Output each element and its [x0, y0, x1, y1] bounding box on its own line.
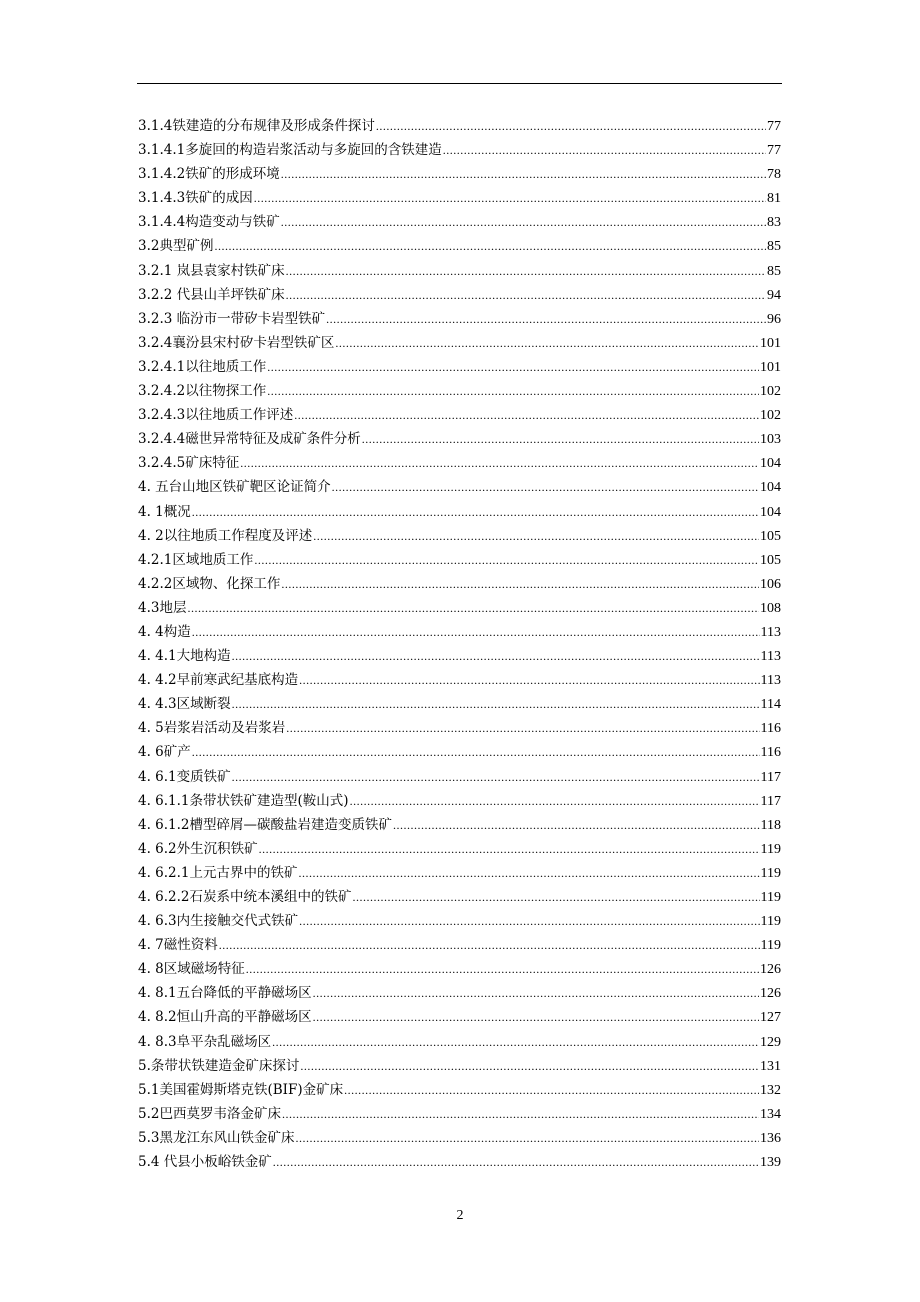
- toc-dot-leader: [254, 186, 766, 210]
- toc-dot-leader: [295, 1126, 759, 1150]
- toc-entry[interactable]: [138, 933, 781, 957]
- toc-entry-title: 4. 8.1五台降低的平静磁场区: [138, 985, 312, 1002]
- toc-dot-leader: [214, 234, 766, 258]
- toc-entry[interactable]: [138, 331, 781, 355]
- toc-dot-leader: [273, 1150, 759, 1174]
- toc-entry-page: 113: [760, 624, 781, 640]
- toc-entry-page: 85: [767, 239, 781, 255]
- toc-entry-title: 4. 8区域磁场特征: [138, 961, 245, 978]
- toc-entry[interactable]: [138, 885, 781, 909]
- toc-entry-page: 126: [760, 986, 781, 1002]
- toc-entry-page: 83: [767, 215, 781, 231]
- toc-dot-leader: [300, 1054, 759, 1078]
- toc-entry[interactable]: [138, 307, 781, 331]
- toc-dot-leader: [282, 1102, 759, 1126]
- toc-dot-leader: [362, 427, 759, 451]
- toc-entry-page: 116: [760, 745, 781, 761]
- toc-entry-page: 105: [760, 552, 781, 568]
- toc-dot-leader: [313, 524, 759, 548]
- toc-entry[interactable]: [138, 283, 781, 307]
- toc-entry[interactable]: [138, 138, 781, 162]
- toc-entry[interactable]: [138, 813, 781, 837]
- toc-entry-page: 117: [760, 793, 781, 809]
- toc-entry[interactable]: [138, 740, 781, 764]
- toc-entry-page: 81: [767, 191, 781, 207]
- toc-entry[interactable]: [138, 210, 781, 234]
- toc-entry-page: 139: [760, 1155, 781, 1171]
- toc-dot-leader: [192, 500, 759, 524]
- toc-entry[interactable]: [138, 1150, 781, 1174]
- toc-entry-title: 5.2巴西莫罗韦洛金矿床: [138, 1105, 281, 1122]
- toc-dot-leader: [326, 307, 766, 331]
- toc-entry-title: 3.1.4.1多旋回的构造岩浆活动与多旋回的含铁建造: [138, 142, 442, 159]
- toc-entry[interactable]: [138, 234, 781, 258]
- toc-entry-title: 5.3黑龙江东风山铁金矿床: [138, 1129, 295, 1146]
- toc-entry-title: 4. 6.2外生沉积铁矿: [138, 840, 258, 857]
- toc-entry-title: 3.2典型矿例: [138, 238, 214, 255]
- toc-entry-title: 4. 6.1变质铁矿: [138, 768, 231, 785]
- toc-entry-title: 4. 8.3阜平杂乱磁场区: [138, 1033, 272, 1050]
- toc-entry-title: 4. 4构造: [138, 623, 191, 640]
- toc-entry-page: 127: [760, 1010, 781, 1026]
- toc-dot-leader: [299, 909, 759, 933]
- toc-entry-page: 118: [760, 817, 781, 833]
- toc-entry[interactable]: [138, 789, 781, 813]
- toc-entry-title: 4.2.1区域地质工作: [138, 551, 254, 568]
- toc-entry-page: 104: [760, 456, 781, 472]
- toc-entry-title: 3.2.2 代县山羊坪铁矿床: [138, 286, 285, 303]
- toc-entry-page: 96: [767, 311, 781, 327]
- page-number: 2: [456, 1208, 464, 1223]
- toc-entry-page: 113: [760, 673, 781, 689]
- toc-entry[interactable]: [138, 861, 781, 885]
- toc-entry-title: 4. 4.3区域断裂: [138, 696, 231, 713]
- toc-entry-page: 101: [760, 335, 781, 351]
- toc-entry[interactable]: [138, 548, 781, 572]
- toc-entry[interactable]: [138, 403, 781, 427]
- toc-dot-leader: [240, 451, 759, 475]
- toc-dot-leader: [286, 283, 766, 307]
- toc-entry-title: 3.2.4.4磁世异常特征及成矿条件分析: [138, 431, 361, 448]
- toc-dot-leader: [246, 957, 759, 981]
- toc-entry-title: 3.1.4铁建造的分布规律及形成条件探讨: [138, 118, 375, 134]
- toc-entry-page: 119: [760, 914, 781, 930]
- toc-dot-leader: [254, 548, 759, 572]
- toc-entry[interactable]: [138, 1054, 781, 1078]
- toc-entry-title: 4. 6.2.2石炭系中统本溪组中的铁矿: [138, 889, 352, 905]
- toc-entry-title: 5.条带状铁建造金矿床探讨: [138, 1057, 300, 1074]
- toc-dot-leader: [281, 162, 766, 186]
- toc-entry-title: 4.2.2区域物、化探工作: [138, 575, 281, 592]
- toc-entry[interactable]: [138, 524, 781, 548]
- toc-dot-leader: [353, 885, 760, 909]
- toc-entry[interactable]: [138, 620, 781, 644]
- toc-dot-leader: [192, 740, 760, 764]
- toc-entry-title: 3.2.4.1以往地质工作: [138, 358, 267, 375]
- toc-entry[interactable]: [138, 957, 781, 981]
- toc-entry-title: 4. 6.1.2槽型碎屑—碳酸盐岩建造变质铁矿: [138, 816, 393, 833]
- toc-entry-title: 3.2.3 临汾市一带矽卡岩型铁矿: [138, 310, 326, 327]
- toc-entry-title: 5.4 代县小板峪铁金矿: [138, 1154, 272, 1171]
- toc-dot-leader: [344, 1078, 759, 1102]
- toc-entry[interactable]: [138, 596, 781, 620]
- toc-dot-leader: [313, 981, 759, 1005]
- toc-dot-leader: [232, 765, 760, 789]
- toc-entry-title: 4. 6.2.1上元古界中的铁矿: [138, 864, 298, 881]
- toc-entry[interactable]: [138, 1102, 781, 1126]
- toc-entry[interactable]: [138, 837, 781, 861]
- toc-entry[interactable]: [138, 259, 781, 283]
- table-of-contents: [138, 114, 781, 1174]
- toc-dot-leader: [332, 475, 759, 499]
- toc-entry-title: 4. 2以往地质工作程度及评述: [138, 527, 313, 544]
- toc-dot-leader: [313, 1005, 759, 1029]
- toc-entry-page: 129: [760, 1034, 781, 1050]
- toc-entry-page: 113: [760, 649, 781, 665]
- toc-dot-leader: [232, 692, 760, 716]
- toc-entry[interactable]: [138, 692, 781, 716]
- toc-entry-page: 105: [760, 528, 781, 544]
- toc-entry-title: 4. 6.3内生接触交代式铁矿: [138, 913, 299, 930]
- toc-entry-page: 103: [760, 432, 781, 448]
- toc-entry-title: 4. 7磁性资料: [138, 937, 218, 954]
- toc-entry[interactable]: [138, 427, 781, 451]
- toc-entry[interactable]: [138, 909, 781, 933]
- toc-dot-leader: [281, 210, 766, 234]
- toc-entry-page: 126: [760, 962, 781, 978]
- toc-entry[interactable]: [138, 114, 781, 138]
- toc-dot-leader: [376, 114, 766, 138]
- toc-dot-leader: [294, 403, 759, 427]
- toc-dot-leader: [443, 138, 766, 162]
- toc-entry[interactable]: [138, 451, 781, 475]
- toc-entry-title: 4. 5岩浆岩活动及岩浆岩: [138, 720, 286, 737]
- toc-entry-title: 3.2.1 岚县袁家村铁矿床: [138, 262, 285, 279]
- toc-entry[interactable]: [138, 668, 781, 692]
- toc-entry[interactable]: [138, 1078, 781, 1102]
- toc-entry[interactable]: [138, 500, 781, 524]
- toc-entry[interactable]: [138, 716, 781, 740]
- toc-entry-page: 77: [767, 143, 781, 159]
- toc-entry-page: 85: [767, 263, 781, 279]
- toc-dot-leader: [299, 668, 759, 692]
- toc-entry-page: 102: [760, 408, 781, 424]
- toc-entry-page: 102: [760, 384, 781, 400]
- toc-entry-title: 4. 4.1大地构造: [138, 648, 231, 665]
- toc-dot-leader: [232, 644, 760, 668]
- toc-entry-page: 119: [760, 841, 781, 857]
- toc-entry-page: 78: [767, 167, 781, 183]
- toc-entry-page: 77: [767, 119, 781, 134]
- toc-entry-page: 104: [760, 504, 781, 520]
- toc-entry-page: 114: [760, 697, 781, 713]
- toc-dot-leader: [286, 259, 766, 283]
- toc-dot-leader: [259, 837, 760, 861]
- toc-entry-title: 4. 8.2恒山升高的平静磁场区: [138, 1009, 312, 1026]
- toc-entry-page: 106: [760, 576, 781, 592]
- toc-entry-page: 131: [760, 1058, 781, 1074]
- toc-dot-leader: [219, 933, 760, 957]
- toc-entry-title: 4. 6.1.1条带状铁矿建造型(鞍山式): [138, 792, 349, 809]
- toc-entry-page: 108: [760, 600, 781, 616]
- toc-entry-page: 119: [760, 938, 781, 954]
- toc-entry-page: 119: [760, 865, 781, 881]
- toc-dot-leader: [192, 620, 760, 644]
- toc-entry[interactable]: [138, 981, 781, 1005]
- toc-entry-page: 132: [760, 1082, 781, 1098]
- toc-entry[interactable]: [138, 572, 781, 596]
- toc-entry[interactable]: [138, 379, 781, 403]
- toc-dot-leader: [286, 716, 759, 740]
- toc-entry[interactable]: [138, 1030, 781, 1054]
- toc-entry-page: 104: [760, 480, 781, 496]
- toc-entry-title: 3.1.4.2铁矿的形成环境: [138, 166, 280, 183]
- header-rule: [137, 83, 782, 84]
- toc-entry[interactable]: [138, 475, 781, 499]
- toc-entry-page: 101: [760, 359, 781, 375]
- toc-entry-page: 116: [760, 721, 781, 737]
- toc-dot-leader: [187, 596, 759, 620]
- toc-entry-title: 3.2.4.3以往地质工作评述: [138, 407, 294, 424]
- toc-entry[interactable]: [138, 765, 781, 789]
- toc-dot-leader: [267, 379, 759, 403]
- toc-entry-title: 3.1.4.3铁矿的成因: [138, 190, 253, 207]
- toc-entry-title: 4.3地层: [138, 599, 187, 616]
- toc-entry-page: 94: [767, 287, 781, 303]
- toc-entry-title: 3.1.4.4构造变动与铁矿: [138, 214, 280, 231]
- toc-entry[interactable]: [138, 1005, 781, 1029]
- toc-entry-title: 4. 6矿产: [138, 744, 191, 761]
- toc-entry[interactable]: [138, 162, 781, 186]
- toc-entry[interactable]: [138, 355, 781, 379]
- toc-entry-title: 5.1美国霍姆斯塔克铁(BIF)金矿床: [138, 1081, 344, 1098]
- toc-entry[interactable]: [138, 186, 781, 210]
- toc-entry-page: 119: [760, 890, 781, 905]
- toc-dot-leader: [267, 355, 759, 379]
- toc-entry-page: 136: [760, 1130, 781, 1146]
- toc-entry-title: 3.2.4.5矿床特征: [138, 455, 240, 472]
- toc-entry-page: 117: [760, 769, 781, 785]
- toc-dot-leader: [272, 1030, 759, 1054]
- toc-entry-title: 4. 4.2早前寒武纪基底构造: [138, 672, 299, 689]
- toc-dot-leader: [350, 789, 760, 813]
- toc-entry-page: 134: [760, 1106, 781, 1122]
- toc-dot-leader: [335, 331, 759, 355]
- toc-entry-title: 4. 五台山地区铁矿靶区论证简介: [138, 479, 331, 496]
- toc-dot-leader: [299, 861, 760, 885]
- toc-entry-title: 3.2.4襄汾县宋村矽卡岩型铁矿区: [138, 334, 335, 351]
- toc-entry[interactable]: [138, 644, 781, 668]
- toc-entry-title: 4. 1概况: [138, 503, 191, 520]
- toc-dot-leader: [393, 813, 759, 837]
- toc-entry[interactable]: [138, 1126, 781, 1150]
- toc-dot-leader: [281, 572, 759, 596]
- toc-entry-title: 3.2.4.2以往物探工作: [138, 383, 267, 400]
